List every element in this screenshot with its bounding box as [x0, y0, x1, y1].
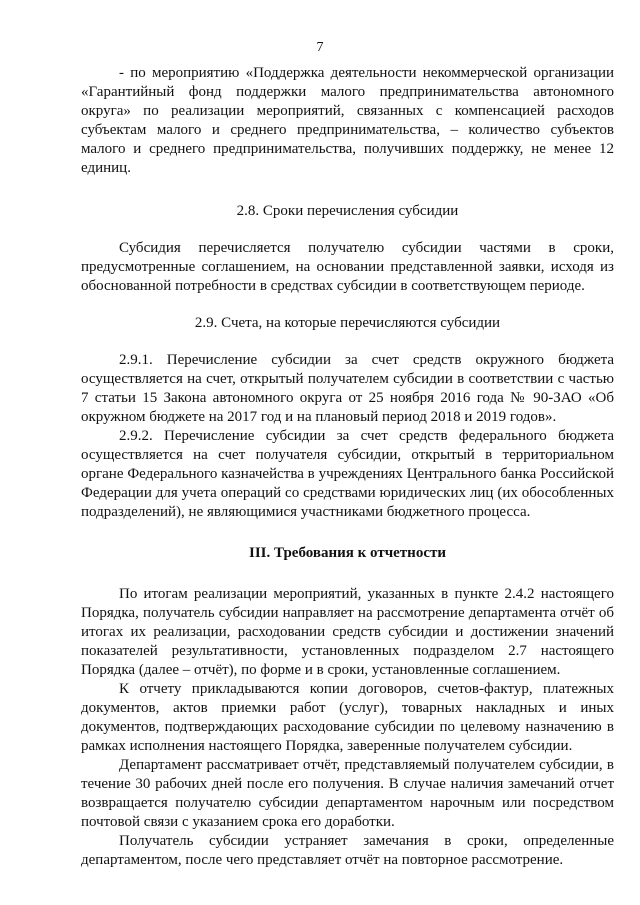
paragraph-report-review: Департамент рассматривает отчёт, представляемый получателем субсидии, в течение 30 рабочих дней после его получения. В случае наличия замечаний отчет возвращается получателю субсидии департаментом нарочным или посредством почтовой связи с указанием срока его доработки. [81, 757, 614, 830]
paragraph-report-corrections: Получатель субсидии устраняет замечания в сроки, определенные департаментом, после чего представляет отчёт на повторное рассмотрение. [81, 833, 614, 868]
paragraph-report-submission: По итогам реализации мероприятий, указанных в пункте 2.4.2 настоящего Порядка, получатель субсидии направляет на рассмотрение департамента отчёт об итогах их реализации, расходовании средств субсидии и достижении значений показателей результативности, установленных подразделом 2.7 настоящего Порядка (далее – отчёт), по форме и в сроки, установленные соглашением. [81, 586, 614, 678]
page-number: 7 [316, 40, 324, 55]
document-body [81, 64, 614, 870]
paragraph-indicator-guarantee-fund: - по мероприятию «Поддержка деятельности некоммерческой организации «Гарантийный фонд поддержки малого предпринимательства автономного округа» по реализации мероприятий, связанных с компенсацией расходов субъектам малого и среднего предпринимательства, – количество субъектов малого и среднего предпринимательства, получивших поддержку, не менее 12 единиц. [81, 65, 614, 176]
paragraph-subsidy-transfer-terms: Субсидия перечисляется получателю субсидии частями в сроки, предусмотренные соглашением, на основании представленной заявки, исходя из обоснованной потребности в средствах субсидии в соответствующем периоде. [81, 240, 614, 294]
section-heading-2-8: 2.8. Сроки перечисления субсидии [236, 203, 459, 219]
section-heading-iii: III. Требования к отчетности [249, 545, 446, 561]
paragraph-2-9-2: 2.9.2. Перечисление субсидии за счет средств федерального бюджета осуществляется на счет получателя субсидии, открытый в территориальном органе Федерального казначейства в учреждениях Центрального банка Российской Федерации для учета операций со средствами юридических лиц (их обособленных подразделений), не являющимися участниками бюджетного процесса. [81, 428, 614, 520]
paragraph-2-9-1: 2.9.1. Перечисление субсидии за счет средств окружного бюджета осуществляется на счет, открытый получателем субсидии в соответствии с частью 7 статьи 15 Закона автономного округа от 25 ноября 2016 года № 90-ЗАО «Об окружном бюджете на 2017 год и на плановый период 2018 и 2019 годов». [81, 352, 614, 425]
section-heading-2-9: 2.9. Счета, на которые перечисляются субсидии [194, 315, 501, 331]
paragraph-report-attachments: К отчету прикладываются копии договоров, счетов-фактур, платежных документов, актов приемки работ (услуг), товарных накладных и иных документов, подтверждающих расходование субсидии по целевому назначению в рамках исполнения настоящего Порядка, заверенные получателем субсидии. [81, 681, 614, 754]
